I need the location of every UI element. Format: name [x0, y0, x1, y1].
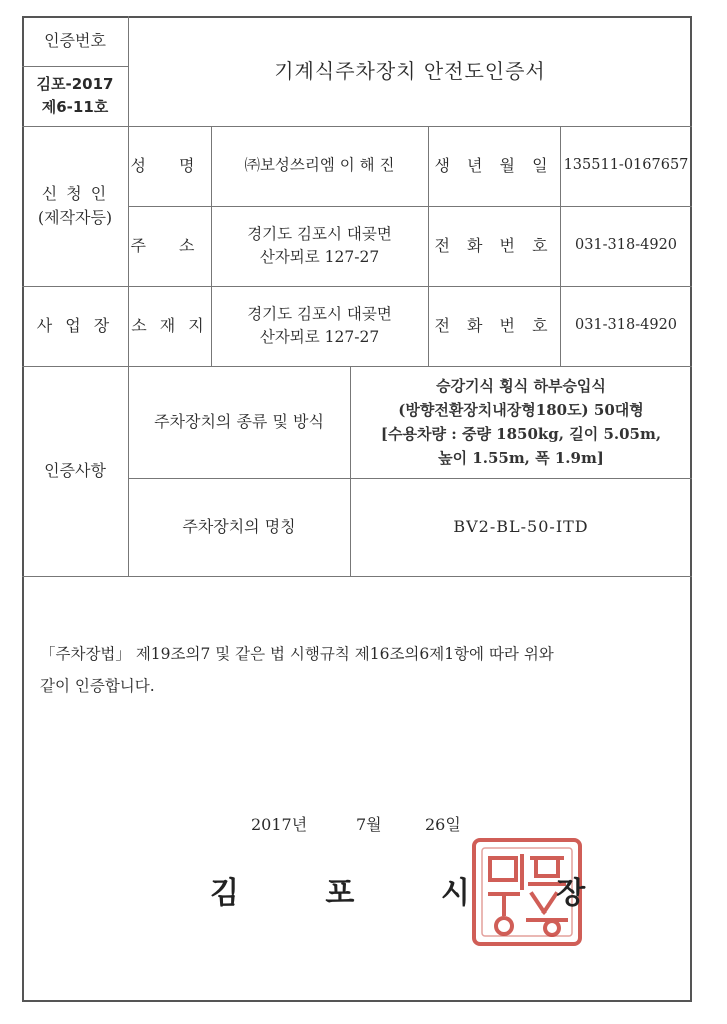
cert-number-value	[22, 66, 128, 126]
parking-type-line2: (방향전환장치내장형180도) 50대형	[398, 401, 644, 419]
issuer-name: 김 포 시 장	[210, 876, 624, 911]
cert-number-line2: 제6-11호	[41, 98, 109, 116]
birth-label-text: 생 년 월 일	[434, 156, 554, 175]
address-label	[128, 206, 211, 286]
business-phone-value-text: 031-318-4920	[574, 317, 678, 334]
name-value-text: ㈜보성쓰리엠 이 해 진	[244, 156, 395, 175]
certification-label-text: 인증사항	[44, 461, 106, 480]
date-month: 7월	[356, 815, 382, 834]
applicant-phone-label	[428, 206, 560, 286]
applicant-phone-value-text: 031-318-4920	[574, 237, 678, 254]
location-label-text: 소 재 지	[131, 316, 208, 335]
parking-type-value	[350, 366, 692, 478]
parking-name-label	[128, 478, 350, 576]
parking-name-label-text: 주차장치의 명칭	[182, 517, 296, 536]
parking-type-label	[128, 366, 350, 478]
applicant-phone-value	[560, 206, 692, 286]
applicant-address-line2: 산자뫼로 127-27	[259, 248, 380, 266]
applicant-label-line2: (제작자등)	[37, 208, 113, 227]
business-address-line2: 산자뫼로 127-27	[259, 328, 380, 346]
cert-number-label	[22, 16, 128, 66]
applicant-address-line1: 경기도 김포시 대곶면	[247, 224, 392, 243]
location-label	[128, 286, 211, 366]
applicant-phone-label-text: 전 화 번 호	[434, 236, 554, 255]
document-title	[128, 16, 692, 126]
cert-number-line1: 김포-2017	[36, 74, 114, 93]
date-year: 2017년	[251, 815, 308, 834]
business-address-line1: 경기도 김포시 대곶면	[247, 304, 392, 323]
applicant-label	[22, 126, 128, 286]
birth-value	[560, 126, 692, 206]
divider	[22, 576, 692, 577]
applicant-label-line1: 신 청 인	[41, 184, 109, 203]
document-title-text: 기계식주차장치 안전도인증서	[274, 59, 546, 83]
business-address	[211, 286, 428, 366]
parking-type-label-text: 주차장치의 종류 및 방식	[154, 412, 324, 431]
address-label-text: 주 소	[130, 236, 209, 255]
business-phone-label	[428, 286, 560, 366]
name-label-text: 성 명	[130, 156, 209, 175]
cert-number-label-text: 인증번호	[44, 31, 106, 50]
birth-value-text: 135511-0167657	[563, 157, 689, 174]
business-label	[22, 286, 128, 366]
certification-statement	[40, 638, 690, 702]
statement-line2: 같이 인증합니다.	[40, 677, 155, 695]
statement-line1: 「주차장법」 제19조의7 및 같은 법 시행규칙 제16조의6제1항에 따라 위와	[40, 645, 554, 663]
parking-name-value	[350, 478, 692, 576]
birth-label	[428, 126, 560, 206]
name-value	[211, 126, 428, 206]
parking-type-line3: [수용차량 : 중량 1850kg, 길이 5.05m,	[380, 425, 662, 443]
name-label	[128, 126, 211, 206]
parking-name-value-text: BV2-BL-50-ITD	[453, 517, 589, 536]
business-label-text: 사 업 장	[36, 316, 114, 335]
business-phone-label-text: 전 화 번 호	[434, 316, 554, 335]
applicant-address	[211, 206, 428, 286]
business-phone-value	[560, 286, 692, 366]
parking-type-line1: 승강기식 횡식 하부승입식	[436, 377, 606, 395]
certification-label	[22, 366, 128, 576]
parking-type-line4: 높이 1.55m, 폭 1.9m]	[438, 449, 604, 467]
date-day: 26일	[425, 815, 461, 834]
